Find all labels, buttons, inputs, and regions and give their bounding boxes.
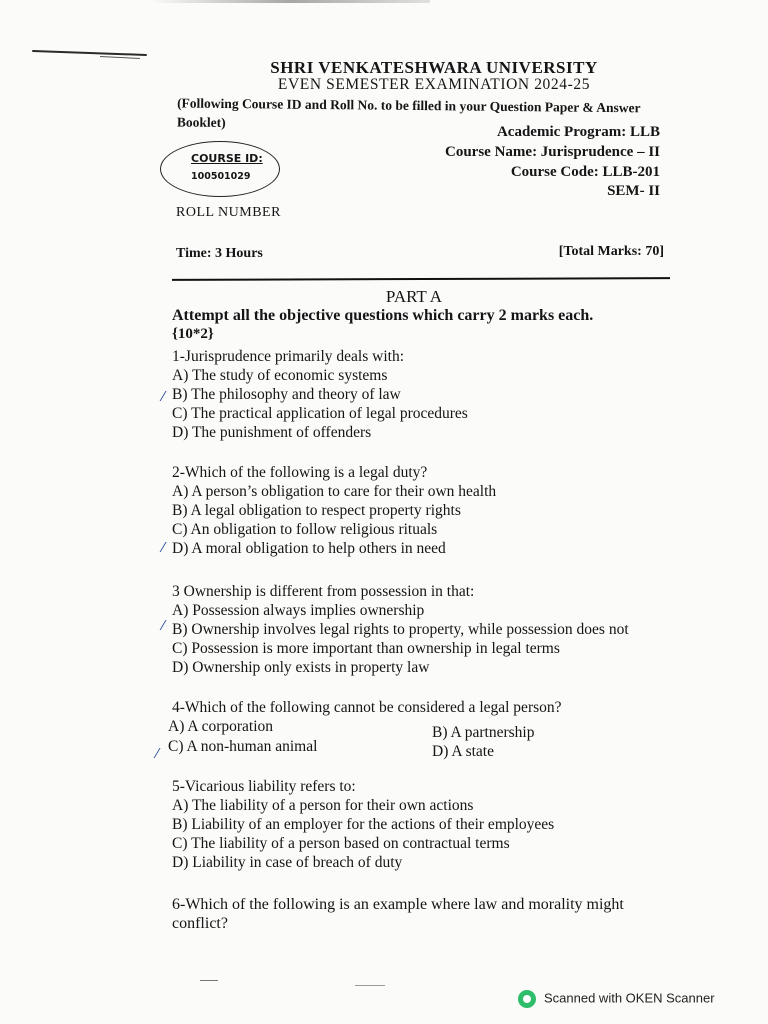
course-name: Course Name: Jurisprudence – II: [445, 144, 660, 160]
roll-number-label: ROLL NUMBER: [176, 205, 281, 220]
option-c: C) The liability of a person based on contractual terms: [172, 835, 510, 852]
answer-tick-mark: ⁄: [156, 747, 159, 762]
question-1: [172, 347, 468, 442]
part-instruction: Attempt all the objective questions which carry 2 marks each.: [172, 307, 594, 324]
course-code: Course Code: LLB-201: [510, 164, 660, 180]
option-d: D) A state: [432, 743, 494, 760]
university-name: SHRI VENKATESHWARA UNIVERSITY: [270, 58, 598, 77]
option-b: B) A partnership: [432, 724, 535, 741]
answer-tick-mark: ⁄: [162, 541, 165, 556]
scan-artifact-top: [150, 0, 430, 3]
option-b: B) Liability of an employer for the actions of their employees: [172, 816, 555, 833]
option-c: C) An obligation to follow religious rituals: [172, 521, 438, 538]
scanner-watermark-text: Scanned with OKEN Scanner: [544, 990, 715, 1006]
option-c: C) Possession is more important than ownership in legal terms: [172, 640, 560, 657]
scan-artifact-bottom: [200, 980, 218, 981]
option-a: A) The study of economic systems: [172, 367, 388, 384]
option-b: B) The philosophy and theory of law: [172, 386, 401, 403]
option-d: D) Liability in case of breach of duty: [172, 854, 403, 871]
option-d: D) The punishment of offenders: [172, 424, 372, 441]
course-id-value: 100501029: [191, 171, 251, 182]
question-text: 3 Ownership is different from possession in that:: [172, 583, 475, 600]
part-marks: {10*2}: [172, 326, 214, 342]
course-id-oval: [160, 141, 280, 197]
oken-scanner-logo-icon: [518, 990, 536, 1008]
option-d: D) Ownership only exists in property law: [172, 659, 430, 676]
option-b: B) Ownership involves legal rights to property, while possession does not: [172, 621, 629, 638]
answer-tick-mark: ⁄: [162, 390, 165, 405]
scan-artifact-bottom: [355, 985, 385, 986]
option-a: A) A corporation: [168, 718, 274, 735]
scanner-watermark: [518, 990, 715, 1008]
option-c: C) A non-human animal: [168, 738, 318, 755]
question-5: [172, 777, 554, 872]
academic-program: Academic Program: LLB: [496, 124, 660, 140]
question-3: [172, 582, 629, 677]
option-a: A) The liability of a person for their own actions: [172, 797, 474, 814]
question-text: 4-Which of the following cannot be considered a legal person?: [172, 699, 562, 716]
option-b: B) A legal obligation to respect property rights: [172, 502, 461, 519]
question-text: 1-Jurisprudence primarily deals with:: [172, 348, 405, 365]
answer-tick-mark: ⁄: [162, 619, 165, 634]
question-2: [172, 463, 496, 558]
part-title: PART A: [385, 287, 443, 306]
option-d: D) A moral obligation to help others in need: [172, 540, 446, 557]
question-4-text: [172, 698, 562, 717]
question-text: 6-Which of the following is an example where law and morality might: [172, 896, 624, 913]
fill-instruction: (Following Course ID and Roll No. to be filled in your Question Paper & Answer Booklet): [176, 95, 641, 130]
exam-title: EVEN SEMESTER EXAMINATION 2024-25: [277, 76, 591, 93]
question-6: [172, 895, 624, 933]
question-text: 5-Vicarious liability refers to:: [172, 778, 356, 795]
header-divider: [172, 277, 670, 281]
option-a: A) A person’s obligation to care for their own health: [172, 483, 497, 500]
total-marks: [Total Marks: 70]: [558, 244, 664, 259]
question-text: 2-Which of the following is a legal duty?: [172, 464, 428, 481]
question-text-cont: conflict?: [172, 915, 228, 932]
option-c: C) The practical application of legal procedures: [172, 405, 468, 422]
option-a: A) Possession always implies ownership: [172, 602, 425, 619]
pen-stroke-mark: [32, 50, 147, 56]
semester: SEM- II: [607, 183, 660, 199]
exam-time: Time: 3 Hours: [176, 246, 263, 261]
course-id-label: COURSE ID:: [191, 152, 263, 165]
